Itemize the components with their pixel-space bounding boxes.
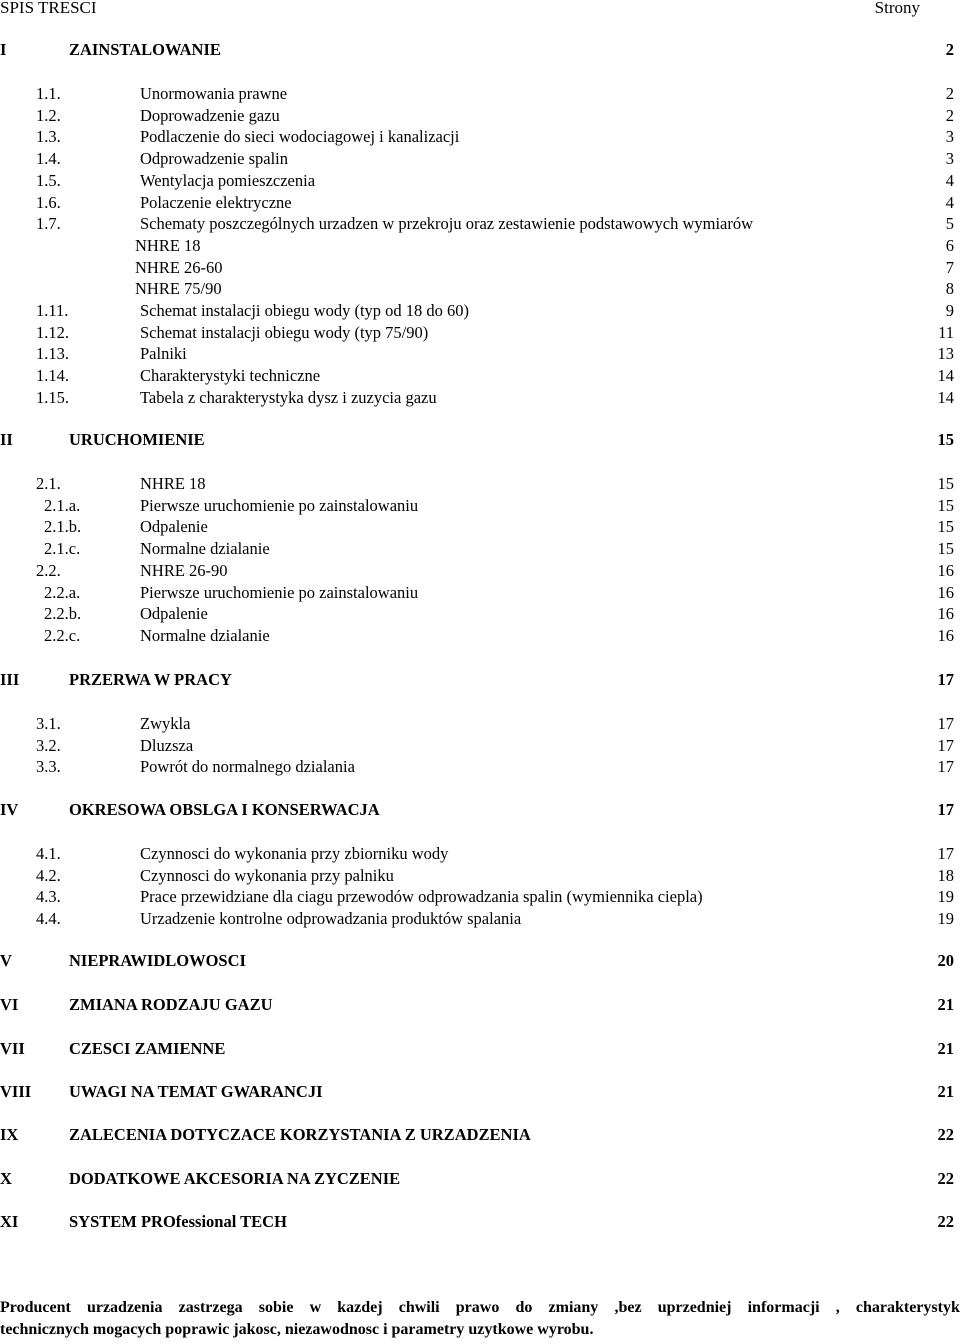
entry-title: Urzadzenie kontrolne odprowadzania produktów spalania xyxy=(140,909,522,929)
toc-entry[interactable] xyxy=(0,387,960,409)
footer-word: w xyxy=(309,1299,322,1316)
entry-page: 16 xyxy=(937,582,954,602)
entry-title: Polaczenie elektryczne xyxy=(140,192,292,212)
entry-title: Schematy poszczególnych urzadzen w przekroju oraz zestawienie podstawowych wymiarów xyxy=(140,214,754,234)
toc-entry[interactable] xyxy=(0,560,960,582)
entry-title: Czynnosci do wykonania przy zbiorniku wody xyxy=(140,844,449,863)
entry-number: 1.2. xyxy=(36,105,61,125)
entry-title: Zwykla xyxy=(140,714,191,733)
entry-page: 16 xyxy=(937,604,954,624)
entry-page: 16 xyxy=(937,625,954,645)
footer-word: zastrzega xyxy=(178,1299,243,1316)
entry-title: Powrót do normalnego dzialania xyxy=(140,757,355,777)
entry-title: Odpalenie xyxy=(140,517,208,537)
pages-column-label: Strony xyxy=(874,0,920,17)
footer-word: prawo xyxy=(455,1299,500,1316)
section-number: IX xyxy=(0,1125,19,1144)
toc-entry[interactable] xyxy=(0,83,960,105)
entry-number: 3.3. xyxy=(36,757,61,777)
entry-number: 1.15. xyxy=(36,387,69,407)
entry-number: 2.2.b. xyxy=(44,604,82,624)
section-title: PRZERWA W PRACY xyxy=(69,670,232,689)
toc-section[interactable] xyxy=(0,39,960,61)
toc-entry[interactable] xyxy=(0,625,960,647)
entry-number: 4.4. xyxy=(36,909,61,929)
toc-section[interactable] xyxy=(0,1081,960,1103)
toc-entry[interactable] xyxy=(0,908,960,930)
entry-page: 11 xyxy=(938,322,954,342)
toc-entry[interactable] xyxy=(0,735,960,757)
footer-word: uprzedniej xyxy=(657,1299,732,1316)
entry-title: Charakterystyki techniczne xyxy=(140,366,321,386)
entry-title: Normalne dzialanie xyxy=(140,539,270,559)
entry-page: 15 xyxy=(937,539,954,559)
section-title: ZMIANA RODZAJU GAZU xyxy=(69,995,273,1014)
entry-number: 4.1. xyxy=(36,844,61,863)
footer-word: ,bez xyxy=(614,1299,642,1316)
section-number: VI xyxy=(0,995,19,1014)
entry-title: Pierwsze uruchomienie po zainstalowaniu xyxy=(140,582,419,602)
entry-page: 6 xyxy=(945,235,954,255)
section-page: 22 xyxy=(937,1212,954,1231)
toc-section[interactable] xyxy=(0,799,960,821)
section-page: 15 xyxy=(937,430,954,449)
entry-title: NHRE 18 xyxy=(135,235,201,255)
footer-word: zmiany xyxy=(548,1299,599,1316)
section-number: V xyxy=(0,951,12,970)
toc-entry[interactable] xyxy=(0,322,960,344)
section-number: VIII xyxy=(0,1082,32,1101)
entry-title: Pierwsze uruchomienie po zainstalowaniu xyxy=(140,495,419,515)
toc-entry[interactable] xyxy=(0,516,960,538)
entry-title: Dluzsza xyxy=(140,735,194,755)
section-number: VII xyxy=(0,1039,25,1058)
toc-entry[interactable] xyxy=(0,756,960,778)
entry-page: 2 xyxy=(945,105,954,125)
toc-entry[interactable] xyxy=(0,278,960,300)
footer-word: chwili xyxy=(398,1299,440,1316)
entry-title: Wentylacja pomieszczenia xyxy=(140,170,316,190)
toc-section[interactable] xyxy=(0,950,960,972)
section-page: 20 xyxy=(937,951,954,970)
toc-entry[interactable] xyxy=(0,582,960,604)
toc-title: SPIS TRESCI xyxy=(0,0,97,17)
toc-entry[interactable] xyxy=(0,192,960,214)
toc-entry[interactable] xyxy=(0,603,960,625)
section-title: DODATKOWE AKCESORIA NA ZYCZENIE xyxy=(69,1169,401,1188)
entry-page: 9 xyxy=(945,301,954,320)
entry-page: 5 xyxy=(945,214,954,234)
entry-title: NHRE 26-90 xyxy=(140,560,228,580)
section-title: ZALECENIA DOTYCZACE KORZYSTANIA Z URZADZENIA xyxy=(69,1125,531,1144)
entry-page: 14 xyxy=(937,366,954,386)
entry-number: 4.3. xyxy=(36,887,61,907)
entry-page: 4 xyxy=(945,170,954,190)
entry-number: 3.1. xyxy=(36,714,61,733)
entry-title: Doprowadzenie gazu xyxy=(140,105,280,125)
entry-title: Prace przewidziane dla ciagu przewodów odprowadzania spalin (wymiennika ciepla) xyxy=(140,887,703,907)
toc-entry[interactable] xyxy=(0,713,960,735)
section-page: 22 xyxy=(937,1169,954,1188)
entry-number: 1.14. xyxy=(36,366,69,386)
section-number: IV xyxy=(0,800,19,819)
toc-section[interactable] xyxy=(0,669,960,691)
entry-title: Unormowania prawne xyxy=(140,84,288,103)
entry-number: 2.1.c. xyxy=(44,539,81,559)
section-title: ZAINSTALOWANIE xyxy=(69,40,221,59)
entry-number: 1.12. xyxy=(36,322,69,342)
toc-entry[interactable] xyxy=(0,538,960,560)
entry-page: 14 xyxy=(937,387,954,407)
entry-title: Normalne dzialanie xyxy=(140,625,270,645)
entry-page: 17 xyxy=(937,844,954,863)
footer-word: do xyxy=(515,1299,533,1316)
footer-word: charakterystyk xyxy=(855,1299,960,1316)
entry-number: 1.6. xyxy=(36,192,61,212)
entry-page: 2 xyxy=(945,84,954,103)
entry-number: 1.5. xyxy=(36,170,61,190)
toc-entry[interactable] xyxy=(0,473,960,495)
entry-page: 19 xyxy=(937,909,954,929)
entry-page: 16 xyxy=(937,560,954,580)
entry-number: 2.2.a. xyxy=(44,582,81,602)
entry-title: Tabela z charakterystyka dysz i zuzycia gazu xyxy=(140,387,437,407)
section-number: II xyxy=(0,430,13,449)
toc-section[interactable] xyxy=(0,429,960,451)
entry-page: 18 xyxy=(937,865,954,885)
entry-title: Palniki xyxy=(140,344,187,364)
entry-page: 7 xyxy=(945,257,954,277)
toc-section[interactable] xyxy=(0,1038,960,1060)
section-page: 17 xyxy=(937,670,954,689)
entry-number: 1.1. xyxy=(36,84,61,103)
footer-word: , xyxy=(835,1299,840,1316)
toc-section[interactable] xyxy=(0,1124,960,1146)
footer-word: kazdej xyxy=(337,1299,383,1316)
entry-title: NHRE 18 xyxy=(140,474,206,493)
toc-entry[interactable] xyxy=(0,213,960,235)
entry-number: 2.2. xyxy=(36,560,61,580)
entry-number: 4.2. xyxy=(36,865,61,885)
footer-notice xyxy=(0,1297,960,1341)
footer-word: sobie xyxy=(258,1299,294,1316)
entry-title: Podlaczenie do sieci wodociagowej i kanalizacji xyxy=(140,127,460,147)
section-title: NIEPRAWIDLOWOSCI xyxy=(69,951,246,970)
entry-page: 15 xyxy=(937,474,954,493)
section-title: CZESCI ZAMIENNE xyxy=(69,1039,226,1058)
toc-entry[interactable] xyxy=(0,343,960,365)
toc-entry[interactable] xyxy=(0,495,960,517)
section-number: XI xyxy=(0,1212,19,1231)
section-title: SYSTEM PROfessional TECH xyxy=(69,1212,287,1231)
footer-word: urzadzenia xyxy=(86,1299,163,1316)
entry-page: 4 xyxy=(945,192,954,212)
section-title: OKRESOWA OBSLGA I KONSERWACJA xyxy=(69,800,380,819)
toc-section[interactable] xyxy=(0,1168,960,1190)
section-number: I xyxy=(0,40,7,59)
section-title: UWAGI NA TEMAT GWARANCJI xyxy=(69,1082,323,1101)
entry-number: 1.11. xyxy=(36,301,69,320)
entry-number: 2.2.c. xyxy=(44,625,81,645)
entry-number: 1.7. xyxy=(36,214,61,234)
toc-section[interactable] xyxy=(0,994,960,1016)
entry-page: 19 xyxy=(937,887,954,907)
toc-entry[interactable] xyxy=(0,105,960,127)
entry-title: Schemat instalacji obiegu wody (typ od 18 do 60) xyxy=(140,301,470,320)
entry-title: Czynnosci do wykonania przy palniku xyxy=(140,865,394,885)
section-number: X xyxy=(0,1169,12,1188)
toc-entry[interactable] xyxy=(0,235,960,257)
footer-word: Producent xyxy=(0,1299,71,1316)
entry-page: 13 xyxy=(937,344,954,364)
section-page: 2 xyxy=(945,40,954,59)
entry-page: 17 xyxy=(937,735,954,755)
entry-page: 3 xyxy=(945,149,954,169)
entry-title: Odprowadzenie spalin xyxy=(140,149,288,169)
entry-page: 17 xyxy=(937,757,954,777)
toc-entry[interactable] xyxy=(0,300,960,322)
section-page: 21 xyxy=(937,1039,954,1058)
section-page: 17 xyxy=(937,800,954,819)
entry-number: 2.1. xyxy=(36,474,61,493)
footer-word: informacji xyxy=(747,1299,820,1316)
entry-number: 1.4. xyxy=(36,149,61,169)
section-title: URUCHOMIENIE xyxy=(69,430,205,449)
toc-entry[interactable] xyxy=(0,148,960,170)
toc-entry[interactable] xyxy=(0,886,960,908)
footer-line-2: technicznych mogacych poprawic jakosc, niezawodnosc i parametry uzytkowe wyrobu. xyxy=(0,1321,594,1338)
entry-title: Odpalenie xyxy=(140,604,208,624)
toc-entry[interactable] xyxy=(0,126,960,148)
footer-line-1 xyxy=(0,1297,960,1319)
entry-number: 1.3. xyxy=(36,127,61,147)
section-page: 21 xyxy=(937,1082,954,1101)
entry-page: 15 xyxy=(937,517,954,537)
entry-number: 3.2. xyxy=(36,735,61,755)
entry-number: 2.1.b. xyxy=(44,517,82,537)
entry-number: 2.1.a. xyxy=(44,495,81,515)
toc-entry[interactable] xyxy=(0,843,960,865)
toc-entry[interactable] xyxy=(0,865,960,887)
toc-entry[interactable] xyxy=(0,170,960,192)
entry-page: 3 xyxy=(945,127,954,147)
section-page: 22 xyxy=(937,1125,954,1144)
entry-page: 17 xyxy=(937,714,954,733)
section-number: III xyxy=(0,670,20,689)
entry-page: 15 xyxy=(937,495,954,515)
entry-page: 8 xyxy=(945,279,954,299)
toc-entry[interactable] xyxy=(0,257,960,279)
toc-entry[interactable] xyxy=(0,365,960,387)
toc-section[interactable] xyxy=(0,1211,960,1233)
entry-title: Schemat instalacji obiegu wody (typ 75/90) xyxy=(140,322,429,342)
section-page: 21 xyxy=(937,995,954,1014)
entry-number: 1.13. xyxy=(36,344,69,364)
entry-title: NHRE 26-60 xyxy=(135,257,223,277)
entry-title: NHRE 75/90 xyxy=(135,279,222,299)
